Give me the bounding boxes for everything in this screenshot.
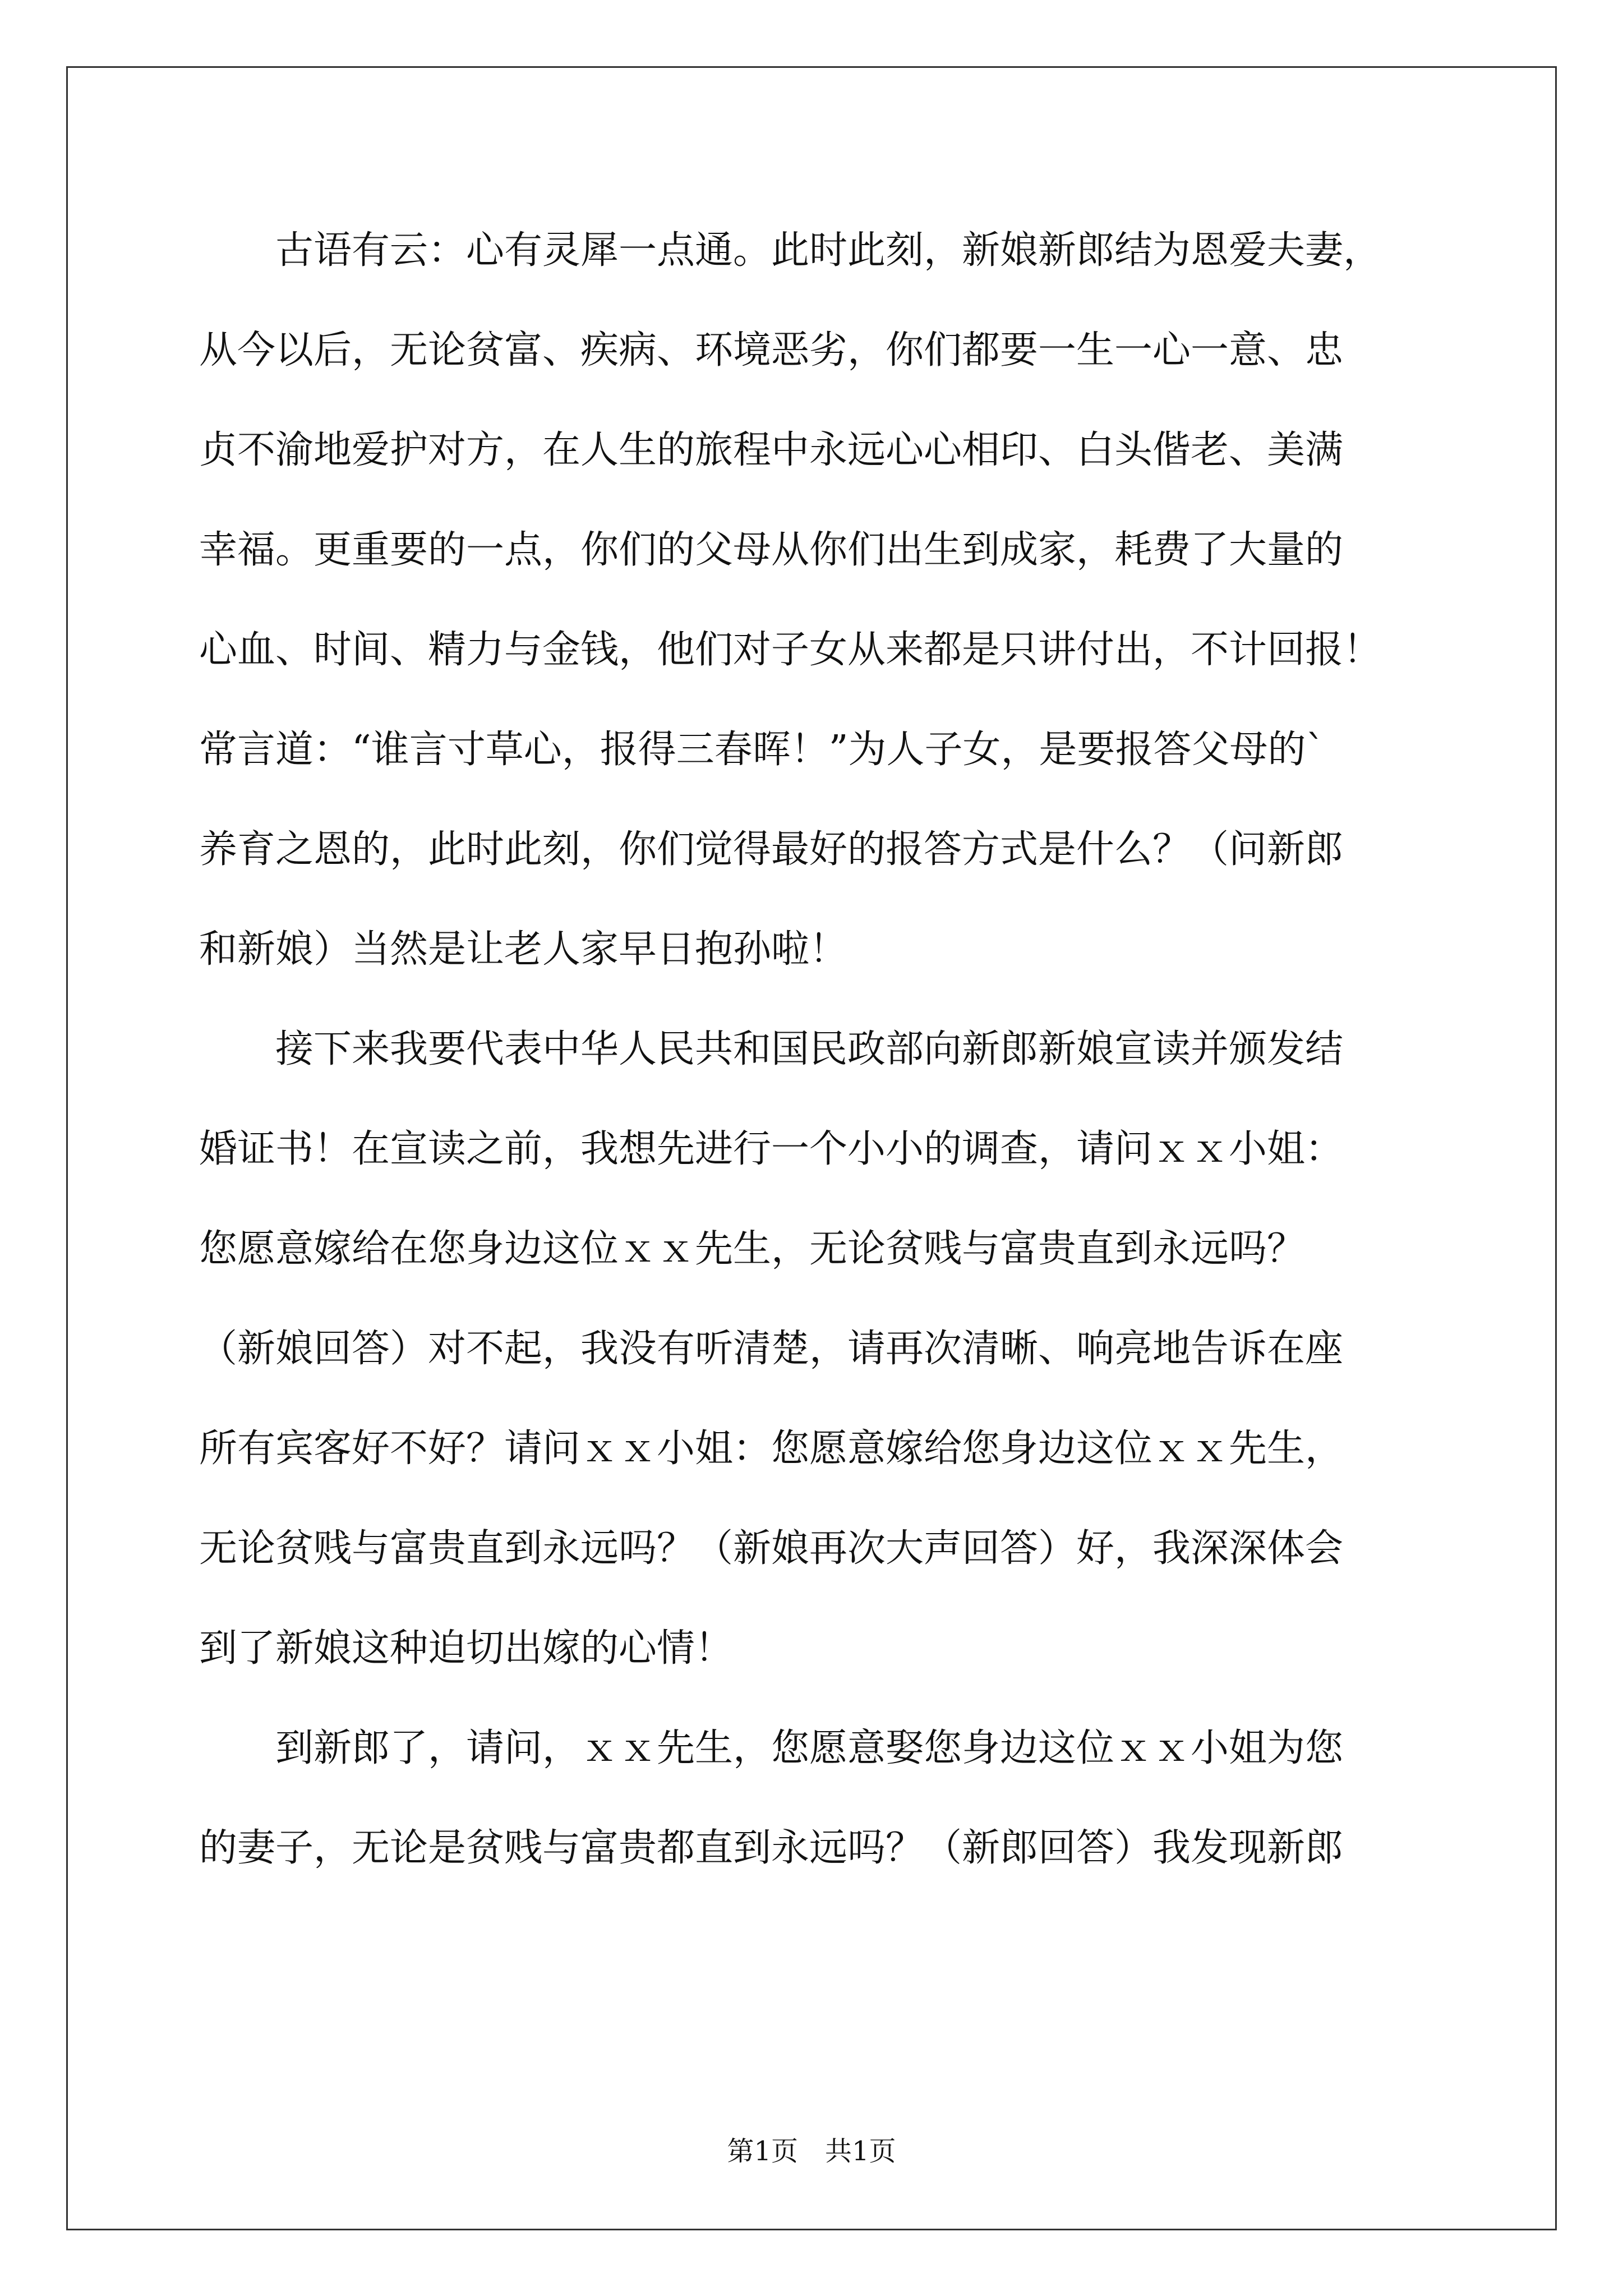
- text-line: 和新娘）当然是让老人家早日抱孙啦！: [199, 927, 848, 972]
- text-line: 您愿意嫁给在您身边这位ｘｘ先生，无论贫贱与富贵直到永远吗？: [199, 1227, 1306, 1271]
- text-line: 常言道：“谁言寸草心，报得三春晖！”为人子女，是要报答父母的`: [199, 728, 1325, 772]
- text-line: 心血、时间、精力与金钱，他们对子女从来都是只讲付出，不计回报！: [199, 628, 1382, 672]
- text-line: 接下来我要代表中华人民共和国民政部向新郎新娘宣读并颁发结: [199, 1027, 1344, 1071]
- text-line: 贞不渝地爱护对方，在人生的旅程中永远心心相印、白头偕老、美满: [199, 428, 1344, 472]
- text-line: 到新郎了，请问，ｘｘ先生，您愿意娶您身边这位ｘｘ小姐为您: [199, 1726, 1344, 1770]
- text-line: 到了新娘这种迫切出嫁的心情！: [199, 1626, 734, 1671]
- text-line: 幸福。更重要的一点，你们的父母从你们出生到成家，耗费了大量的: [199, 528, 1344, 572]
- text-line: 养育之恩的，此时此刻，你们觉得最好的报答方式是什么？（问新郎: [199, 827, 1344, 872]
- text-line: 婚证书！在宣读之前，我想先进行一个小小的调查，请问ｘｘ小姐：: [199, 1127, 1344, 1171]
- text-line: 的妻子，无论是贫贱与富贵都直到永远吗？（新郎回答）我发现新郎: [199, 1826, 1344, 1870]
- text-line: 无论贫贱与富贵直到永远吗？（新娘再次大声回答）好，我深深体会: [199, 1526, 1344, 1571]
- text-line: 古语有云：心有灵犀一点通。此时此刻，新娘新郎结为恩爱夫妻，: [199, 228, 1382, 273]
- text-line: （新娘回答）对不起，我没有听清楚，请再次清晰、响亮地告诉在座: [199, 1327, 1344, 1371]
- text-line: 所有宾客好不好？请问ｘｘ小姐：您愿意嫁给您身边这位ｘｘ先生，: [199, 1427, 1344, 1471]
- text-line: 从今以后，无论贫富、疾病、环境恶劣，你们都要一生一心一意、忠: [199, 328, 1344, 372]
- page-footer: 第1页 共1页: [727, 2136, 896, 2167]
